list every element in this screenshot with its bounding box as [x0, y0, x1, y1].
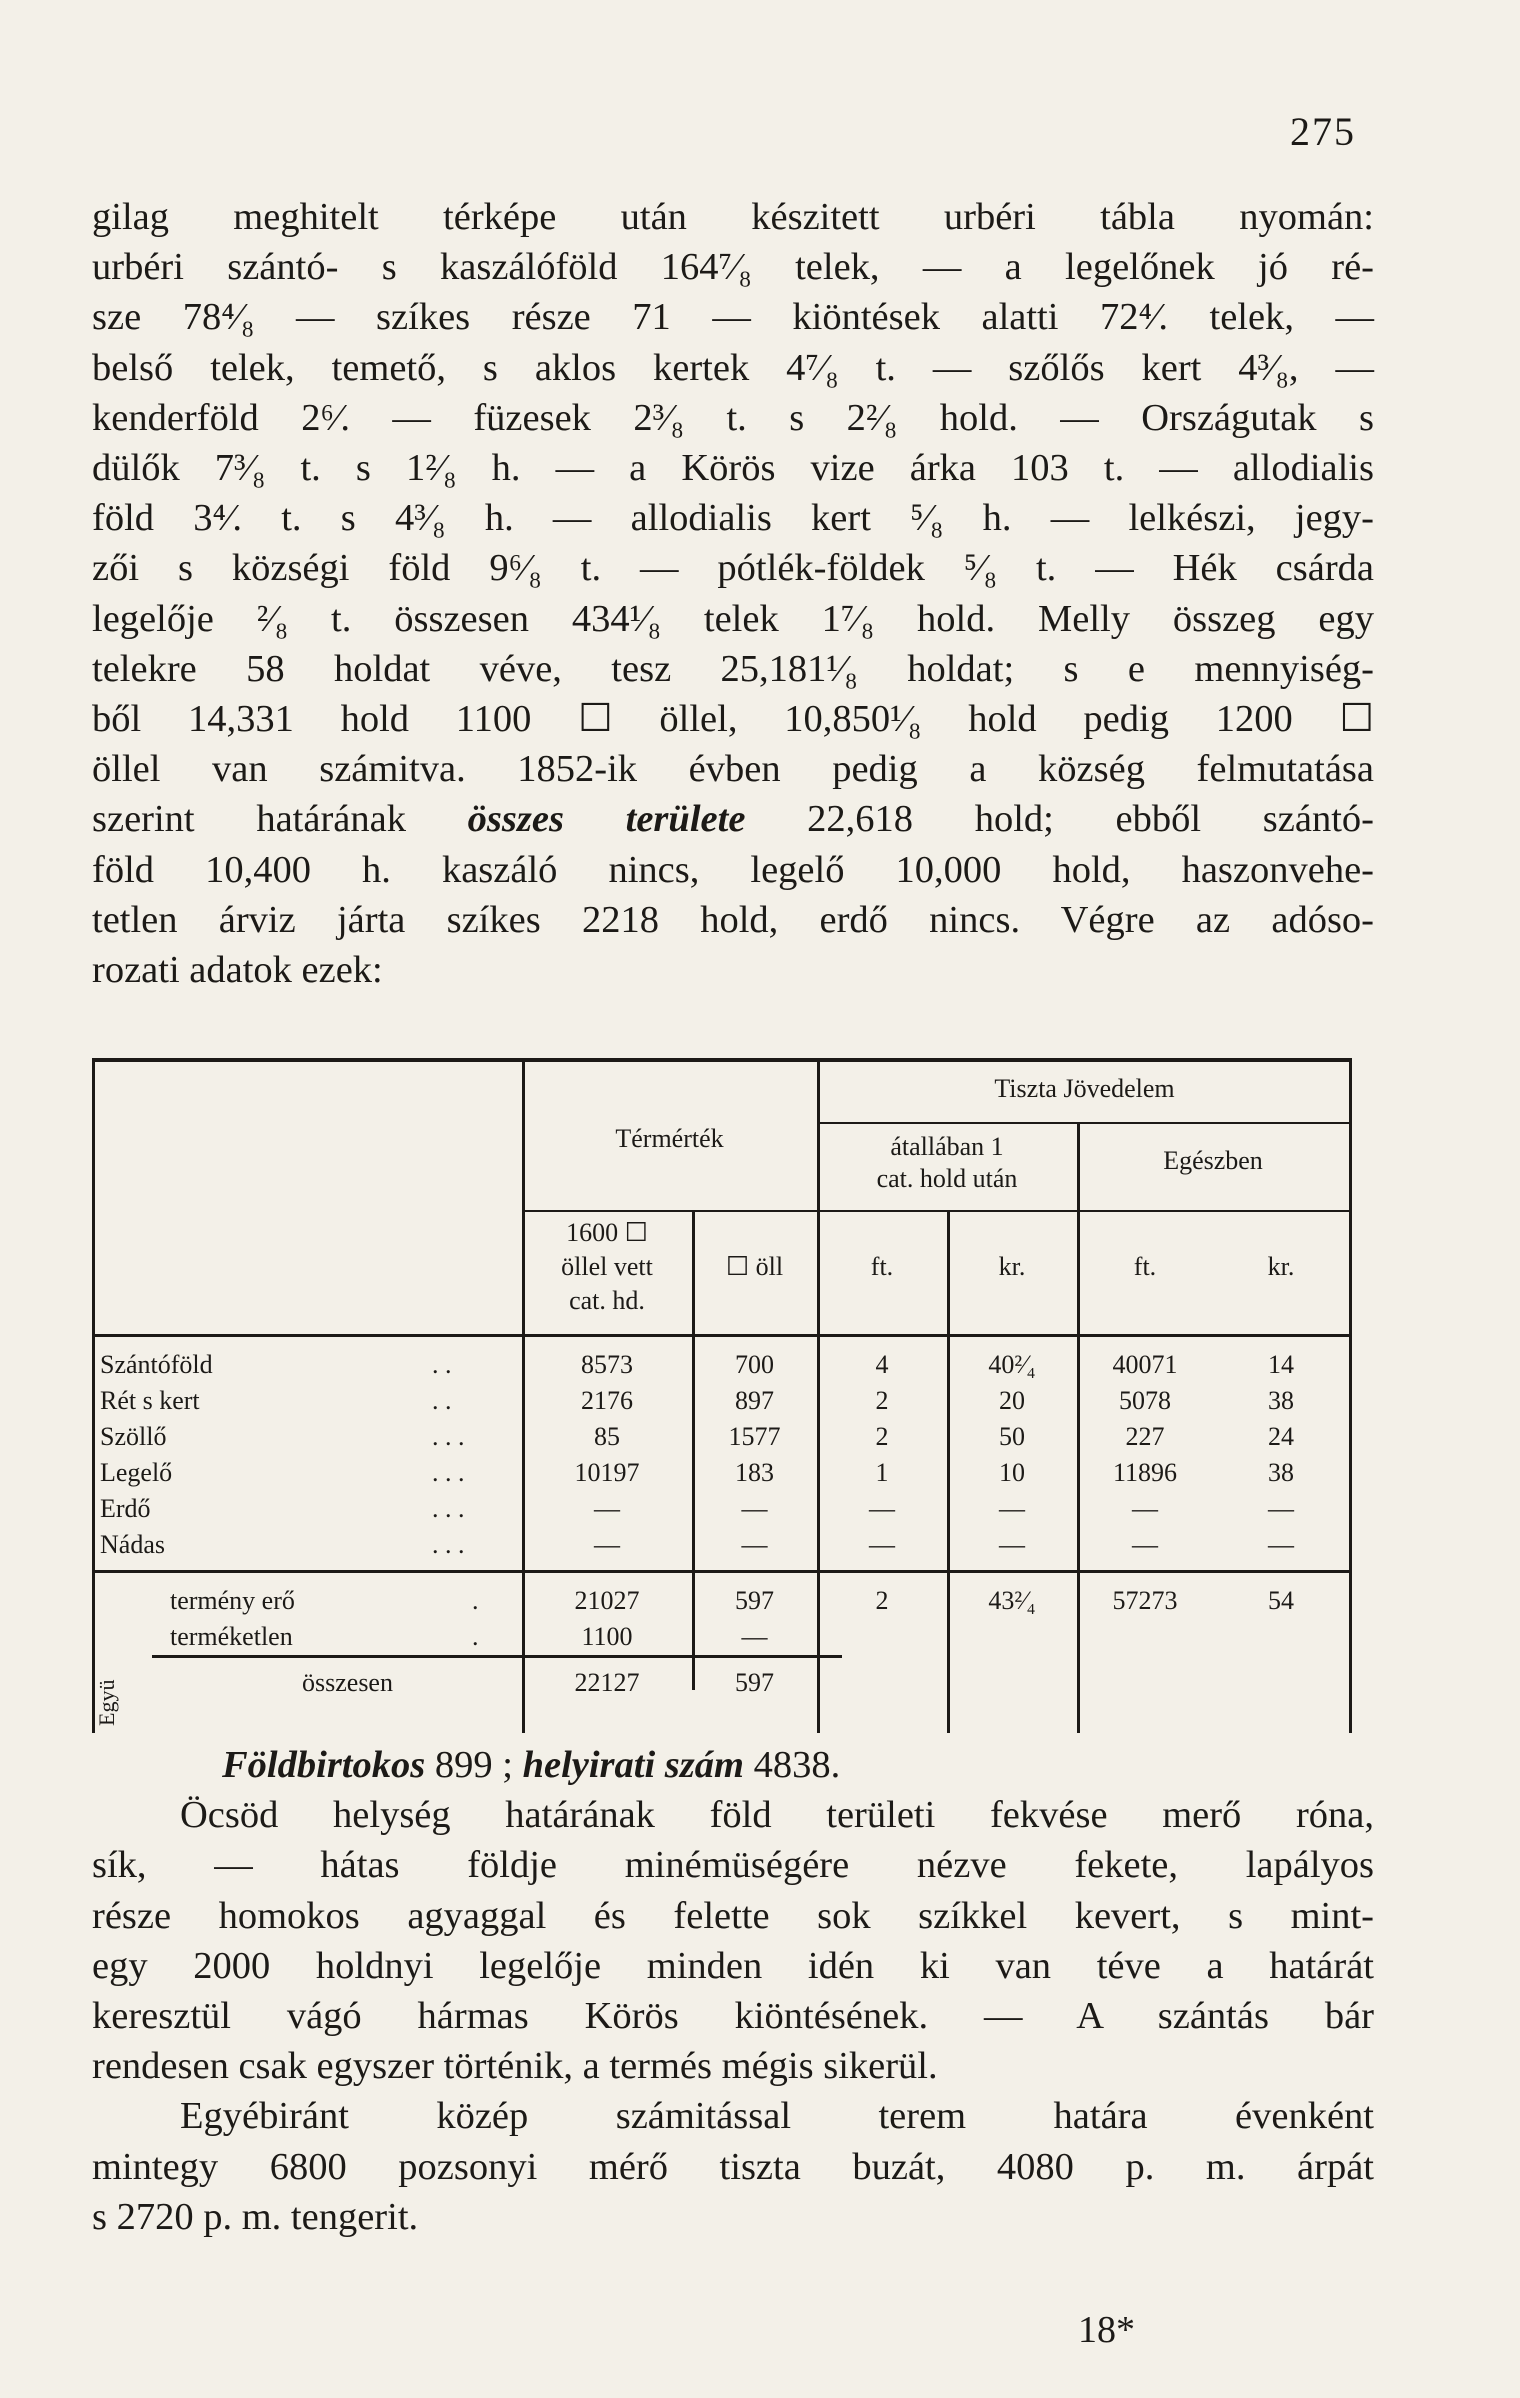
table-rule [92, 1058, 95, 1733]
header-atallaban: átallában 1 [890, 1132, 1004, 1161]
table-cell: 54 [1268, 1586, 1294, 1615]
page-number: 275 [1290, 109, 1356, 154]
text-line: rozati adatok ezek: [92, 949, 383, 992]
row-label: Rét s kert [100, 1386, 200, 1415]
emphasis-total-area: összes területe [467, 798, 746, 841]
table-cell: 38 [1268, 1458, 1294, 1487]
text-line: gilag meghitelt térképe után készitett urbéri tábla nyomán: [92, 196, 1374, 238]
header-oll: ☐ öll [725, 1252, 784, 1281]
table-cell: — [594, 1494, 620, 1523]
text-line: rendesen csak egyszer történik, a termés mégis sikerül. [92, 2045, 938, 2088]
row-dots: . . [432, 1350, 452, 1379]
table-cell: 20 [999, 1386, 1025, 1415]
text-line: keresztül vágó hármas Körös kiöntésének. — A szántás bár [92, 1995, 1374, 2038]
text-line: mintegy 6800 pozsonyi mérő tiszta buzát, 4080 p. m. árpát [92, 2145, 1374, 2188]
table-cell: 2 [875, 1386, 889, 1415]
text-line: föld 3⁴⁄. t. s 4³⁄₈ h. — allodialis kert ⁵⁄₈ h. — lelkészi, jegy- [92, 497, 1374, 540]
tax-table [92, 1058, 1352, 1733]
header-ft: ft. [1133, 1252, 1157, 1281]
table-cell: — [1268, 1494, 1294, 1523]
table-cell: 897 [735, 1386, 774, 1415]
table-cell: — [741, 1494, 768, 1523]
text-line: s 2720 p. m. tengerit. [92, 2195, 419, 2238]
table-cell: 227 [1125, 1422, 1165, 1451]
row-dots: . . . [432, 1530, 465, 1559]
table-cell: 10 [999, 1458, 1025, 1487]
row-dots: . . . [432, 1494, 465, 1523]
table-cell: 14 [1268, 1350, 1294, 1379]
signature-mark: 18* [1078, 2309, 1135, 2351]
table-cell: 57273 [1112, 1586, 1178, 1615]
table-cell: 700 [735, 1350, 774, 1379]
table-cell: 5078 [1119, 1386, 1171, 1415]
text-line: ből 14,331 hold 1100 ☐ öllel, 10,850¹⁄₈ hold pedig 1200 ☐ [92, 698, 1374, 741]
table-cell: 183 [735, 1458, 774, 1487]
text-line: legelője ²⁄₈ t. összesen 434¹⁄₈ telek 1⁷⁄₈ hold. Melly összeg egy [92, 597, 1374, 640]
header-1600: 1600 ☐ [566, 1218, 648, 1247]
table-cell: — [869, 1530, 895, 1559]
table-rule [522, 1210, 1352, 1212]
text-line: telekre 58 holdat véve, tesz 25,181¹⁄₈ holdat; s e mennyiség- [92, 647, 1374, 690]
table-rule [152, 1655, 842, 1658]
header-cat-hold: cat. hold után [876, 1164, 1018, 1193]
row-label: Erdő [100, 1494, 151, 1523]
table-cell: 2176 [581, 1386, 633, 1415]
sum-row-label: termény erő [170, 1586, 295, 1615]
text-line: része homokos agyaggal és felette sok szíkkel kevert, s mint- [92, 1894, 1374, 1937]
text-line: sík, — hátas földje minémüségére nézve fekete, lapályos [92, 1844, 1374, 1887]
header-ft: ft. [870, 1252, 894, 1281]
table-cell: 1577 [728, 1422, 781, 1451]
table-cell: — [741, 1622, 768, 1651]
row-dots: . . . [432, 1458, 465, 1487]
text-line: zői s községi föld 9⁶⁄₈ t. — pótlék-földek ⁵⁄₈ t. — Hék csárda [92, 547, 1374, 590]
header-termertek: Térmérték [615, 1124, 724, 1153]
text-line: Öcsöd helység határának föld területi fekvése merő róna, [180, 1794, 1374, 1837]
text-fragment: 899 ; [425, 1744, 523, 1786]
table-cell: — [869, 1494, 895, 1523]
text-line: egy 2000 holdnyi legelője minden idén ki van téve a határát [92, 1944, 1374, 1987]
table-cell: 2 [875, 1586, 889, 1615]
header-ollel: öllel vett [561, 1252, 653, 1281]
row-dots: . . [432, 1386, 452, 1415]
text-line-with-emphasis [92, 794, 1374, 844]
text-line: belső telek, temető, s aklos kertek 4⁷⁄₈ t. — szőlős kert 4³⁄₈, — [92, 346, 1374, 389]
table-cell: 38 [1268, 1386, 1294, 1415]
row-dots: . [472, 1586, 479, 1615]
table-cell: 4 [875, 1350, 889, 1379]
header-cat-hd: cat. hd. [569, 1286, 645, 1315]
row-dots: . [472, 1622, 479, 1651]
total-label: összesen [302, 1668, 393, 1697]
row-label: Szántóföld [100, 1350, 213, 1379]
table-cell: 40071 [1112, 1350, 1178, 1379]
text-line: öllel van számitva. 1852-ik évben pedig a község felmutatása [92, 748, 1374, 791]
side-label: Együ [94, 1679, 119, 1726]
table-rule [817, 1122, 1352, 1124]
row-label: Legelő [100, 1458, 173, 1487]
table-cell: 597 [735, 1668, 774, 1697]
table-cell: 8573 [581, 1350, 633, 1379]
text-fragment: 4838. [743, 1744, 841, 1786]
header-kr: kr. [1267, 1252, 1295, 1281]
emphasis-landowner: Földbirtokos [222, 1744, 426, 1786]
table-cell: 24 [1268, 1422, 1294, 1451]
table-cell: 43²⁄₄ [988, 1586, 1036, 1615]
table-cell: 11896 [1112, 1458, 1178, 1487]
text-line: sze 78⁴⁄₈ — szíkes része 71 — kiöntések alatti 72⁴⁄. telek, — [92, 296, 1374, 339]
text-line: tetlen árviz járta szíkes 2218 hold, erdő nincs. Végre az adóso- [92, 898, 1374, 941]
text-line: kenderföld 2⁶⁄. — füzesek 2³⁄₈ t. s 2²⁄₈ hold. — Országutak s [92, 396, 1374, 439]
row-label: Szöllő [100, 1422, 167, 1451]
text-fragment: szerint határának [92, 798, 468, 841]
header-tiszta-jovedelem: Tiszta Jövedelem [994, 1074, 1175, 1103]
text-line: urbéri szántó- s kaszálóföld 164⁷⁄₈ telek, — a legelőnek jó ré- [92, 246, 1374, 289]
table-cell: — [1132, 1494, 1158, 1523]
table-cell: 50 [999, 1422, 1025, 1451]
text-line: föld 10,400 h. kaszáló nincs, legelő 10,000 hold, haszonvehe- [92, 848, 1374, 891]
header-kr: kr. [998, 1252, 1026, 1281]
table-cell: — [594, 1530, 620, 1559]
table-cell: 40²⁄₄ [988, 1350, 1036, 1379]
table-cell: — [999, 1530, 1025, 1559]
table-cell: — [1268, 1530, 1294, 1559]
text-line: Egyébiránt közép számitással terem határa évenként [180, 2095, 1374, 2138]
table-rule [92, 1334, 1352, 1337]
table-cell: 1100 [581, 1622, 633, 1651]
table-cell: 85 [594, 1422, 620, 1451]
table-rule [92, 1570, 1352, 1573]
table-cell: 10197 [574, 1458, 640, 1487]
table-cell: — [1132, 1530, 1158, 1559]
emphasis-place-number: helyirati szám [522, 1744, 744, 1786]
text-line: dülők 7³⁄₈ t. s 1²⁄₈ h. — a Körös vize árka 103 t. — allodialis [92, 447, 1374, 490]
paragraph-1 [92, 192, 1374, 995]
row-label: Nádas [100, 1530, 165, 1559]
table-rule [92, 1058, 1352, 1062]
sum-row-label: terméketlen [170, 1622, 293, 1651]
table-cell: — [741, 1530, 768, 1559]
table-cell: 1 [875, 1458, 889, 1487]
table-cell: 597 [735, 1586, 774, 1615]
table-cell: — [999, 1494, 1025, 1523]
paragraph-2 [92, 1740, 1374, 2242]
header-egeszben: Egészben [1163, 1146, 1263, 1175]
table-cell: 22127 [574, 1668, 640, 1697]
table-rule [1349, 1058, 1352, 1733]
text-fragment: 22,618 hold; ebből szántó- [745, 798, 1374, 841]
row-dots: . . . [432, 1422, 465, 1451]
table-cell: 2 [875, 1422, 889, 1451]
table-cell: 21027 [574, 1586, 640, 1615]
text-line [92, 1740, 1374, 1790]
